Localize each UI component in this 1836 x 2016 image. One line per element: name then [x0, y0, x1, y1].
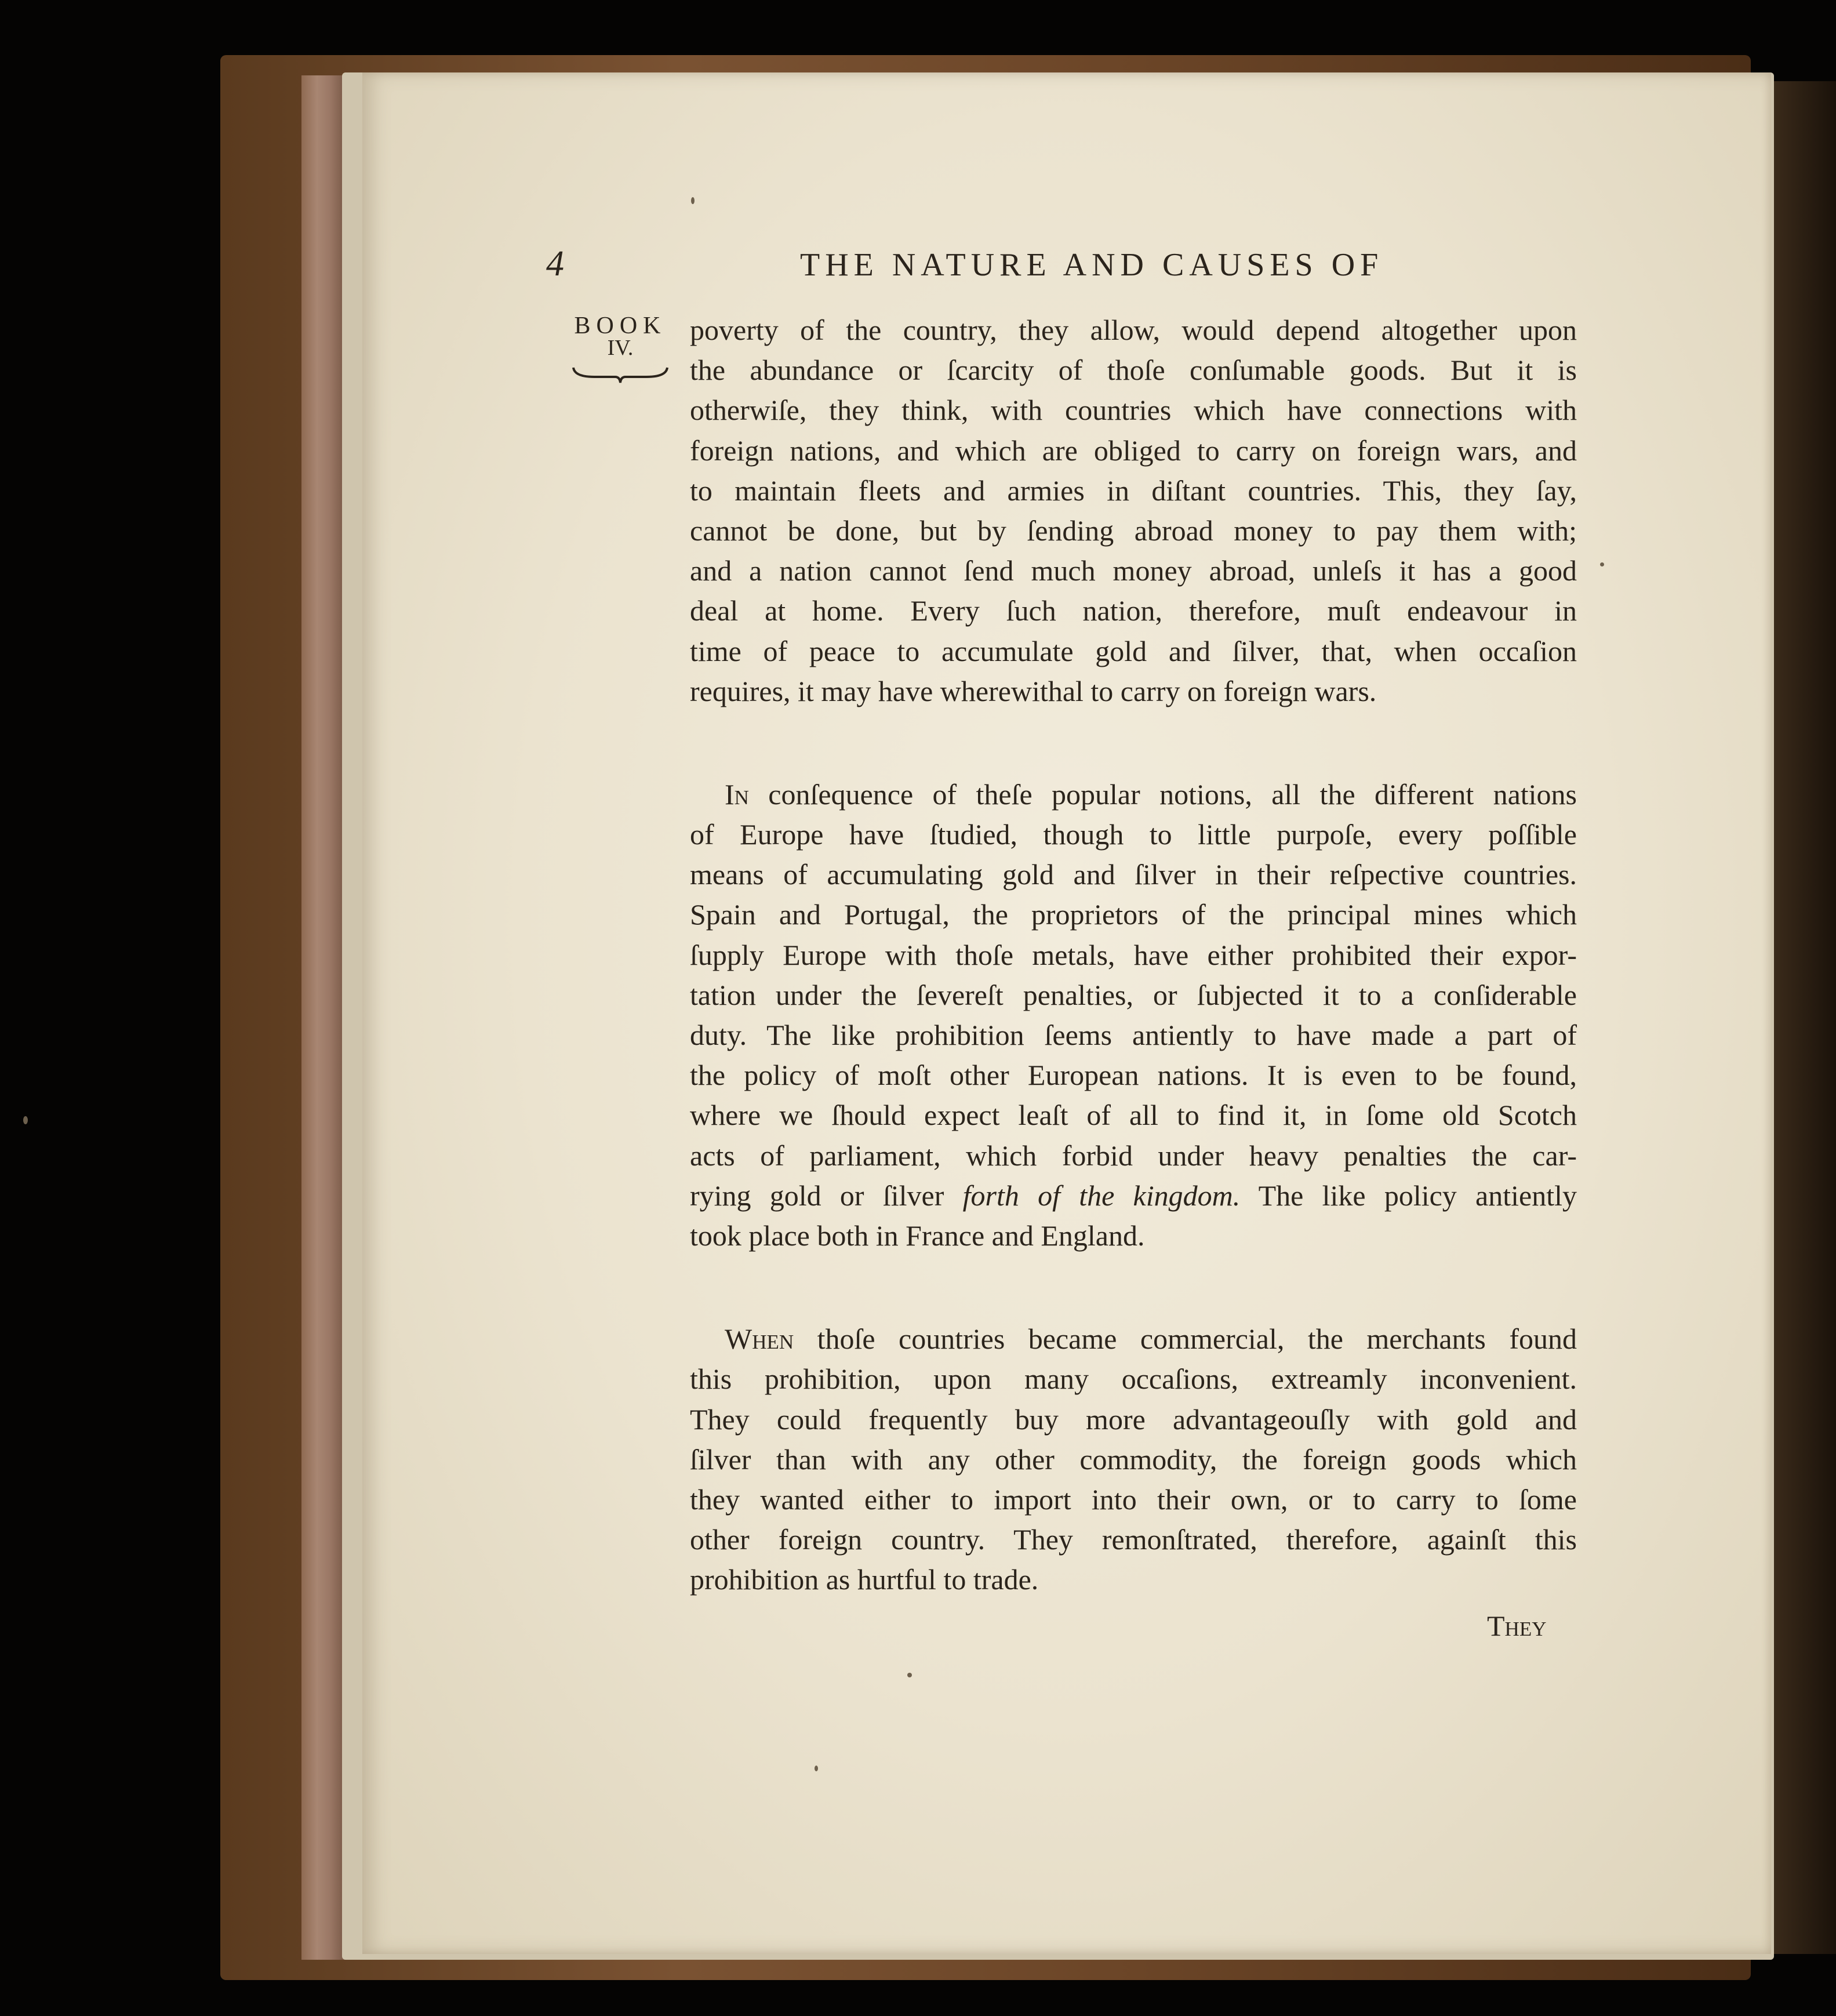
text-line: deal at home. Every ſuch nation, therefore, muſt endeavour in [690, 594, 1577, 627]
paper-speck [1600, 562, 1604, 566]
text-line [690, 1176, 1577, 1216]
text-line: this prohibition, upon many occaſions, extreamly inconvenient. [690, 1363, 1577, 1396]
italic-phrase: forth of the kingdom. [962, 1179, 1241, 1212]
paper-speck [907, 1673, 912, 1677]
facing-edge [1774, 81, 1836, 1954]
text-run: rying gold or ſilver [690, 1179, 944, 1212]
text-line: to maintain fleets and armies in diſtant countries. This, they ſay, [690, 474, 1577, 507]
paragraph-3 [690, 1319, 1577, 1600]
paper-speck [691, 197, 695, 204]
text-line: where we ſhould expect leaſt of all to find it, in ſome old Scotch [690, 1099, 1577, 1132]
text-run: The like policy antiently [1258, 1179, 1577, 1212]
paragraph-lead: When [725, 1323, 794, 1356]
paragraph-gap [690, 1256, 1577, 1319]
running-head: THE NATURE AND CAUSES OF [800, 247, 1384, 283]
text-run: thoſe countries became commercial, the merchants found [817, 1323, 1577, 1356]
text-line: poverty of the country, they allow, would depend altogether upon [690, 314, 1577, 346]
page-body [690, 310, 1577, 1600]
text-line: duty. The like prohibition ſeems antiently to have made a part of [690, 1019, 1577, 1051]
text-line: time of peace to accumulate gold and ſilver, that, when occaſion [690, 634, 1577, 667]
text-line: otherwiſe, they think, with countries which have connections with [690, 394, 1577, 427]
paragraph-1 [690, 310, 1577, 711]
text-line: and a nation cannot ſend much money abroad, unleſs it has a good [690, 554, 1577, 587]
text-run: conſequence of theſe popular notions, all the different nations [768, 778, 1577, 811]
margin-note [562, 313, 678, 384]
text-line: of Europe have ſtudied, though to little purpoſe, every poſſible [690, 818, 1577, 851]
text-line: means of accumulating gold and ſilver in their reſpective countries. [690, 858, 1577, 891]
text-line: cannot be done, but by ſending abroad money to pay them with; [690, 514, 1577, 547]
text-line: requires, it may have wherewithal to carry on foreign wars. [690, 674, 1377, 707]
text-line: acts of parliament, which forbid under heavy penalties the car- [690, 1139, 1577, 1172]
paper-speck [23, 1116, 28, 1124]
text-line: They could frequently buy more advantageouſly with gold and [690, 1403, 1577, 1436]
text-line: the policy of moſt other European nations. It is even to be found, [690, 1059, 1577, 1092]
margin-note-volume: IV. [607, 336, 634, 360]
margin-note-book: BOOK [574, 313, 667, 339]
text-line: foreign nations, and which are obliged to carry on foreign wars, and [690, 434, 1577, 467]
page-number: 4 [546, 244, 564, 284]
paragraph-2 [690, 775, 1577, 1256]
text-line: they wanted either to import into their own, or to carry to ſome [690, 1483, 1577, 1516]
paper-speck [815, 1766, 818, 1771]
text-line [690, 1319, 1577, 1359]
text-line: tation under the ſevereſt penalties, or ſubjected it to a conſiderable [690, 978, 1577, 1011]
text-line: ſupply Europe with thoſe metals, have either prohibited their expor- [690, 938, 1577, 971]
text-line: other foreign country. They remonſtrated, therefore, againſt this [690, 1523, 1577, 1556]
text-line: ſilver than with any other commodity, the foreign goods which [690, 1443, 1577, 1476]
text-line [690, 775, 1577, 815]
text-line: the abundance or ſcarcity of thoſe conſumable goods. But it is [690, 354, 1577, 387]
paragraph-lead: In [725, 778, 749, 811]
paragraph-gap [690, 711, 1577, 775]
text-line: prohibition as hurtful to trade. [690, 1563, 1039, 1596]
text-line: Spain and Portugal, the proprietors of the principal mines which [690, 898, 1577, 931]
catchword: They [1487, 1610, 1547, 1642]
text-line: took place both in France and England. [690, 1219, 1145, 1252]
curly-brace-icon [571, 364, 670, 384]
